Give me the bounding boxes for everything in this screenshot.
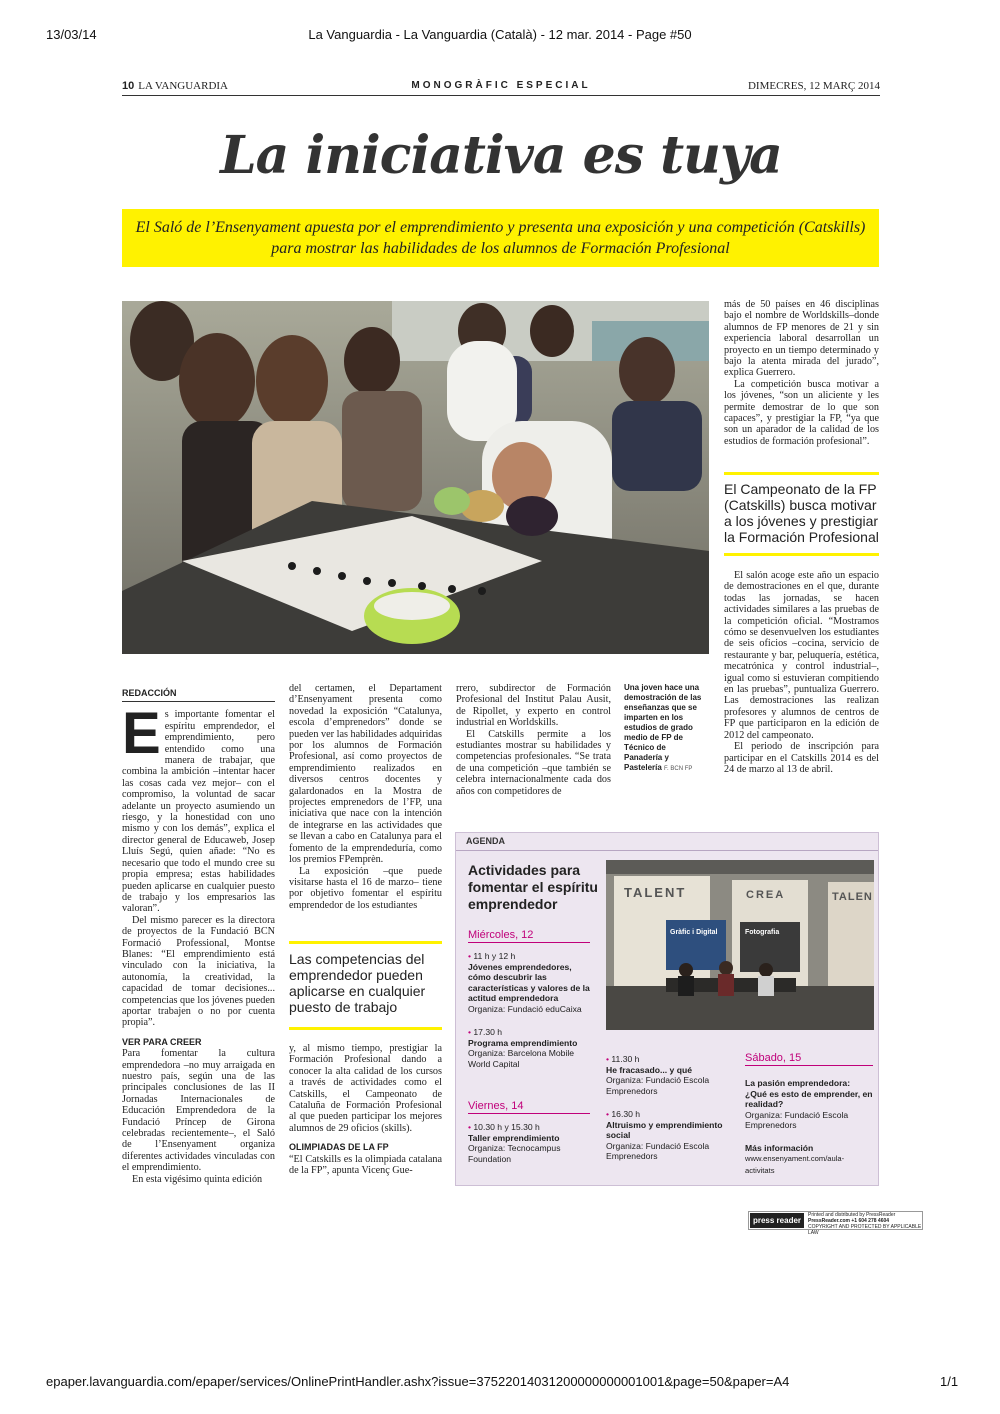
pullquote-rule bbox=[724, 472, 879, 475]
agenda-day-saturday bbox=[745, 1052, 873, 1176]
event-time: • 11 h y 12 h bbox=[468, 951, 590, 962]
agenda-title: Actividades para fomentar el espíritu emprendedor bbox=[468, 862, 598, 912]
pressreader-logo: press reader bbox=[750, 1213, 804, 1228]
paragraph: La exposición –que puede visitarse hasta el 16 de marzo– tiene por objetivo fomentar el espíritu emprendedor de los estudiantes bbox=[289, 865, 442, 911]
pressreader-line: PressReader.com +1 604 278 4604 bbox=[808, 1218, 890, 1224]
article-col-1 bbox=[122, 688, 275, 1185]
article-col-2 bbox=[289, 683, 442, 911]
paragraph: Para fomentar la cultura emprendedora –no muy arraigada en nuestro país, según una de las principales conclusiones de las II Jornadas Internacionales de Educación Emprendedora de la Fundació Príncep de Girona celebradas recientemente–, el Saló de l’Ensenyament organiza diferentes actividades vinculadas con el emprendimiento. bbox=[122, 1048, 275, 1174]
subhead: VER PARA CREER bbox=[122, 1036, 202, 1047]
sign-talent-2: TALEN bbox=[832, 891, 873, 903]
page-number: 10 bbox=[122, 80, 135, 92]
agenda-event bbox=[745, 1078, 873, 1131]
section-name: MONOGRÀFIC ESPECIAL bbox=[411, 80, 591, 91]
pullquote-rule bbox=[289, 941, 442, 944]
paragraph: El salón acoge este año un espacio de demostraciones en el que, durante todas las jornadas, se hacen actividades similares a las pruebas de la competición oficial. “Mostramos cómo se desenvuelven los estudiantes de seis oficios –cocina, servicio de restaurante y bar, peluquería, estética, mecatrónica y control industrial–, igual como si estuvieran compitiendo en las pruebas”, puntualiza Guerrero. Las demostraciones las realizan profesores y alumnos de centros de FP que participaron en la edición de 2012 del campeonato. bbox=[724, 570, 879, 741]
agenda-box bbox=[455, 832, 879, 1186]
paragraph: del certamen, el Departament d’Ensenyament presenta como novedad la exposición “Catalunya, escola d’emprenedors” donde se pueden ver las habilidades adquiridas por los alumnos de Formación Profesional, así como proyectos de emprendimiento realizados en diversos centros docentes y galardonados en la Mostra de projectes emprenedors de l’FP, una iniciativa que nace con la intención de integrarse en las actividades que se llevan a cabo en Catalunya para el fomento de la emprendeduría, como los premios FPemprèn. bbox=[289, 683, 442, 866]
agenda-event bbox=[468, 1122, 590, 1164]
sign-grafic: Gràfic i Digital bbox=[670, 929, 718, 936]
paragraph: y, al mismo tiempo, prestigiar la Formación Profesional dando a conocer la alta calidad de los cursos a través de actividades como el Catskills, el Campeonato de Cataluña de Formación Profesional al que pueden participar los mejores alumnos de 29 oficios (skills). bbox=[289, 1043, 442, 1134]
event-organizer: Organiza: Fundació eduCaixa bbox=[468, 1003, 582, 1014]
more-info-link[interactable]: www.ensenyament.com/aula-activitats bbox=[745, 1154, 845, 1175]
agenda-label: AGENDA bbox=[466, 836, 506, 846]
event-name: Jóvenes emprendedores, cómo descubrir las características y valores de la actitud emprendedora bbox=[468, 961, 590, 1003]
more-info bbox=[745, 1143, 873, 1177]
sign-fotografia: Fotografia bbox=[745, 929, 780, 936]
paragraph: Del mismo parecer es la directora de proyectos de la Fundació BCN Formació Professional, Montse Blanes: “El emprendimiento está vinculado con la iniciativa, la autonomía, la creatividad, la capacidad de tomar decisiones... competencias que los jóvenes pueden aportar trabajen o no por cuenta propia”. bbox=[122, 914, 275, 1029]
event-organizer: Organiza: Fundació Escola Emprenedors bbox=[745, 1109, 849, 1130]
agenda-photo-illustration bbox=[606, 860, 874, 1030]
pullquote: Las competencias del emprendedor pueden aplicarse en cualquier puesto de trabajo bbox=[289, 951, 426, 1015]
paragraph: rrero, subdirector de Formación Profesional del Institut Palau Ausit, de Ripollet, y experto en control industrial en Worldskills. bbox=[456, 683, 611, 729]
agenda-event bbox=[606, 1109, 728, 1162]
event-name: Altruismo y emprendimiento social bbox=[606, 1119, 723, 1140]
article-col-3 bbox=[456, 683, 611, 797]
event-name: La pasión emprendedora: ¿Qué es esto de emprender, en realidad? bbox=[745, 1078, 873, 1109]
pullquote-rule bbox=[289, 1027, 442, 1030]
agenda-day-friday bbox=[468, 1100, 590, 1164]
byline: REDACCIÓN bbox=[122, 688, 275, 702]
masthead-rule bbox=[122, 95, 880, 96]
day-label: Miércoles, 12 bbox=[468, 929, 590, 943]
pressreader-line: COPYRIGHT AND PROTECTED BY APPLICABLE LAW bbox=[808, 1224, 922, 1236]
event-organizer: Organiza: Barcelona Mobile World Capital bbox=[468, 1048, 575, 1069]
subhead: OLIMPIADAS DE LA FP bbox=[289, 1142, 389, 1153]
event-time: • 16.30 h bbox=[606, 1109, 728, 1120]
article-col-4-lower bbox=[724, 570, 879, 775]
more-info-label: Más información bbox=[745, 1142, 814, 1153]
headline: La iniciativa es tuya bbox=[220, 125, 782, 186]
print-title: La Vanguardia - La Vanguardia (Català) - 12 mar. 2014 - Page #50 bbox=[308, 27, 692, 42]
pressreader-line: Printed and distributed by PressReader bbox=[808, 1212, 896, 1218]
print-page-count: 1/1 bbox=[940, 1374, 959, 1389]
paragraph: En esta vigésimo quinta edición bbox=[132, 1173, 263, 1185]
pullquote: El Campeonato de la FP (Catskills) busca motivar a los jóvenes y prestigiar la Formación Profesional bbox=[724, 481, 879, 545]
paragraph: El Catskills permite a los estudiantes mostrar su habilidades y competencias profesionales. “Se trata de una competición –que también se celebra internacionalmente cada dos años con competidores de bbox=[456, 728, 611, 797]
photo-caption bbox=[624, 683, 706, 774]
agenda-event bbox=[468, 951, 590, 1014]
main-photo bbox=[122, 301, 709, 654]
event-organizer: Organiza: Tecnocampus Foundation bbox=[468, 1143, 561, 1164]
agenda-event bbox=[606, 1054, 728, 1096]
event-organizer: Organiza: Fundació Escola Emprenedors bbox=[606, 1075, 710, 1096]
pressreader-badge[interactable] bbox=[748, 1211, 923, 1236]
photo-illustration bbox=[122, 301, 709, 654]
photo-credit: F. BCN FP bbox=[664, 766, 693, 772]
event-time: • 10.30 h y 15.30 h bbox=[468, 1122, 590, 1133]
event-time: • 11.30 h bbox=[606, 1054, 728, 1065]
dropcap: E bbox=[122, 701, 161, 767]
print-date: 13/03/14 bbox=[46, 27, 97, 42]
issue-date: DIMECRES, 12 MARÇ 2014 bbox=[747, 80, 880, 92]
day-label: Viernes, 14 bbox=[468, 1100, 590, 1114]
agenda-photo bbox=[606, 860, 874, 1030]
agenda-day-wednesday bbox=[468, 929, 590, 1069]
agenda-event bbox=[468, 1027, 590, 1069]
event-name: Programa emprendimiento bbox=[468, 1037, 578, 1048]
event-time: • 17.30 h bbox=[468, 1027, 590, 1038]
agenda-middle-column bbox=[606, 1054, 728, 1162]
article-col-4 bbox=[724, 299, 879, 447]
day-label: Sábado, 15 bbox=[745, 1052, 873, 1066]
sign-talent: TALENT bbox=[624, 885, 687, 900]
paper-name: LA VANGUARDIA bbox=[138, 80, 228, 92]
sign-crea: CREA bbox=[746, 889, 786, 901]
paragraph: El periodo de inscripción para participar en el Catskills 2014 es del 24 de marzo al 13 de abril. bbox=[724, 741, 879, 775]
event-name: Taller emprendimiento bbox=[468, 1132, 560, 1143]
print-url: epaper.lavanguardia.com/epaper/services/OnlinePrintHandler.ashx?issue=37522014031200000000001001&page=50&paper=A4 bbox=[46, 1374, 790, 1389]
agenda-label-rule bbox=[456, 850, 878, 851]
paragraph: más de 50 países en 46 disciplinas bajo el nombre de Worldskills–donde alumnos de FP menores de 21 y sin experiencia laboral desarrollan un proyecto en un tiempo determinado y bajo la atenta mirada del jurado”, explica Guerrero. bbox=[724, 299, 879, 379]
pressreader-notice bbox=[808, 1212, 922, 1236]
deck: El Saló de l’Ensenyament apuesta por el emprendimiento y presenta una exposición y una competición (Catskills) para mostrar las habilidades de los alumnos de Formación Profesional bbox=[122, 209, 879, 267]
article-col-2-lower bbox=[289, 1043, 442, 1176]
paragraph: “El Catskills es la olimpiada catalana de la FP”, apunta Vicenç Gue- bbox=[289, 1153, 442, 1177]
paragraph: s importante fomentar el espíritu emprendedor, el emprendimiento, pero entendido como una manera de trabajar, que combina la ambición –intentar hacer las cosas cada vez mejor– con el compromiso, la voluntad de sacar adelante un proyecto asumiendo un riesgo, y la honestidad con uno mismo y con los demás”, explica el director general de Educaweb, Josep Lluís Segú, quien añade: “No es necesario que todo el mundo cree su propia empresa; estas habilidades pueden aplicarse en cualquier puesto de trabajo y los empresarios las valoran”. bbox=[122, 709, 275, 915]
paragraph: La competición busca motivar a los jóvenes, “son un aliciente y les permite demostrar de lo que son capaces”, y prestigiar la FP, “ya que son un aparador de la calidad de los estudios de formación profesional”. bbox=[724, 378, 879, 447]
event-name: He fracasado... y qué bbox=[606, 1064, 692, 1075]
caption-text: Una joven hace una demostración de las enseñanzas que se imparten en los estudios de grado medio de FP de Técnico de Panadería y Pastelería bbox=[624, 683, 702, 772]
event-organizer: Organiza: Fundació Escola Emprenedors bbox=[606, 1140, 710, 1161]
pullquote-rule bbox=[724, 553, 879, 556]
